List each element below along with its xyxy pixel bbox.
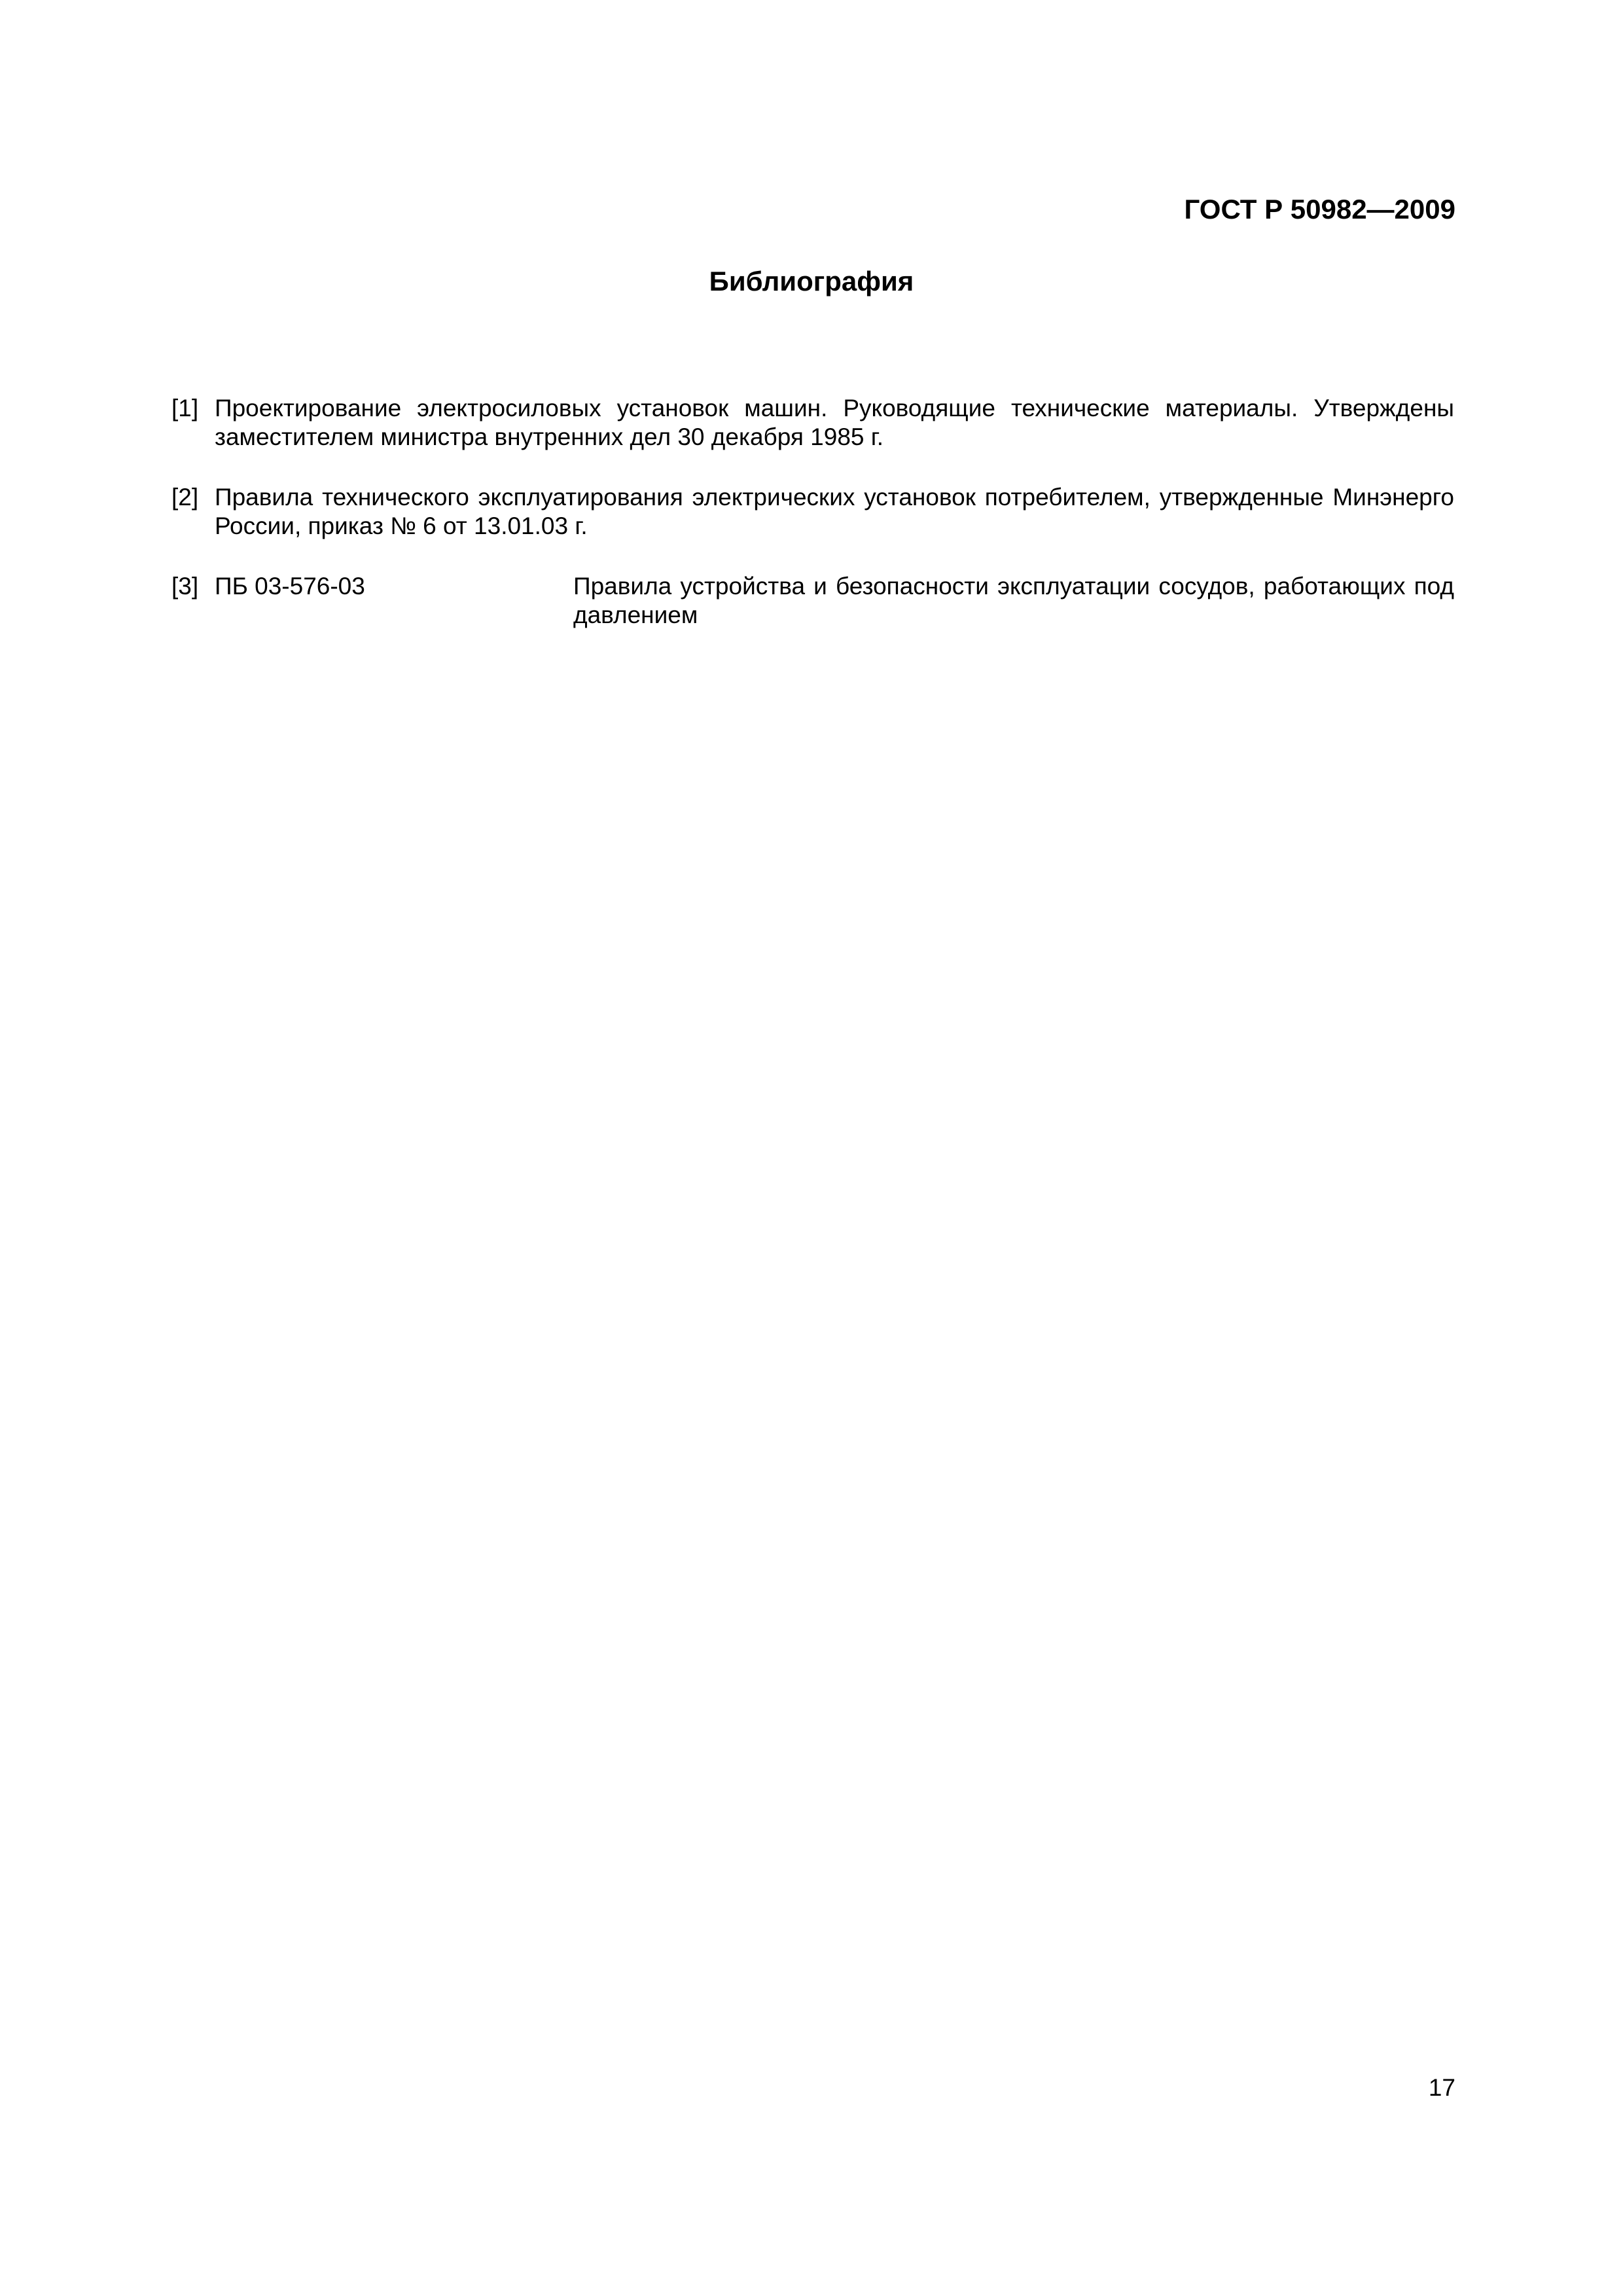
document-code: ГОСТ Р 50982—2009	[1184, 194, 1455, 224]
reference-number: [1]	[171, 395, 199, 422]
reference-document-code: ПБ 03-576-03	[215, 573, 365, 600]
page-number: 17	[1428, 2074, 1455, 2101]
reference-item	[171, 483, 1454, 541]
reference-number: [2]	[171, 484, 199, 511]
reference-text: Правила технического эксплуатирования электрических установок потребителем, утвержденные Минэнерго России, приказ № 6 от 13.01.03 г.	[215, 484, 1454, 539]
reference-item	[171, 394, 1454, 452]
reference-title: Правила устройства и безопасности эксплуатации сосудов, работающих под давлением	[573, 573, 1454, 628]
reference-text: Проектирование электросиловых установок машин. Руководящие технические материалы. Утверждены заместителем министра внутренних дел 30 декабря 1985 г.	[215, 395, 1454, 450]
reference-item	[171, 572, 1454, 630]
reference-list	[171, 394, 1454, 661]
reference-number: [3]	[171, 573, 199, 600]
section-title: Библиография	[709, 266, 914, 296]
